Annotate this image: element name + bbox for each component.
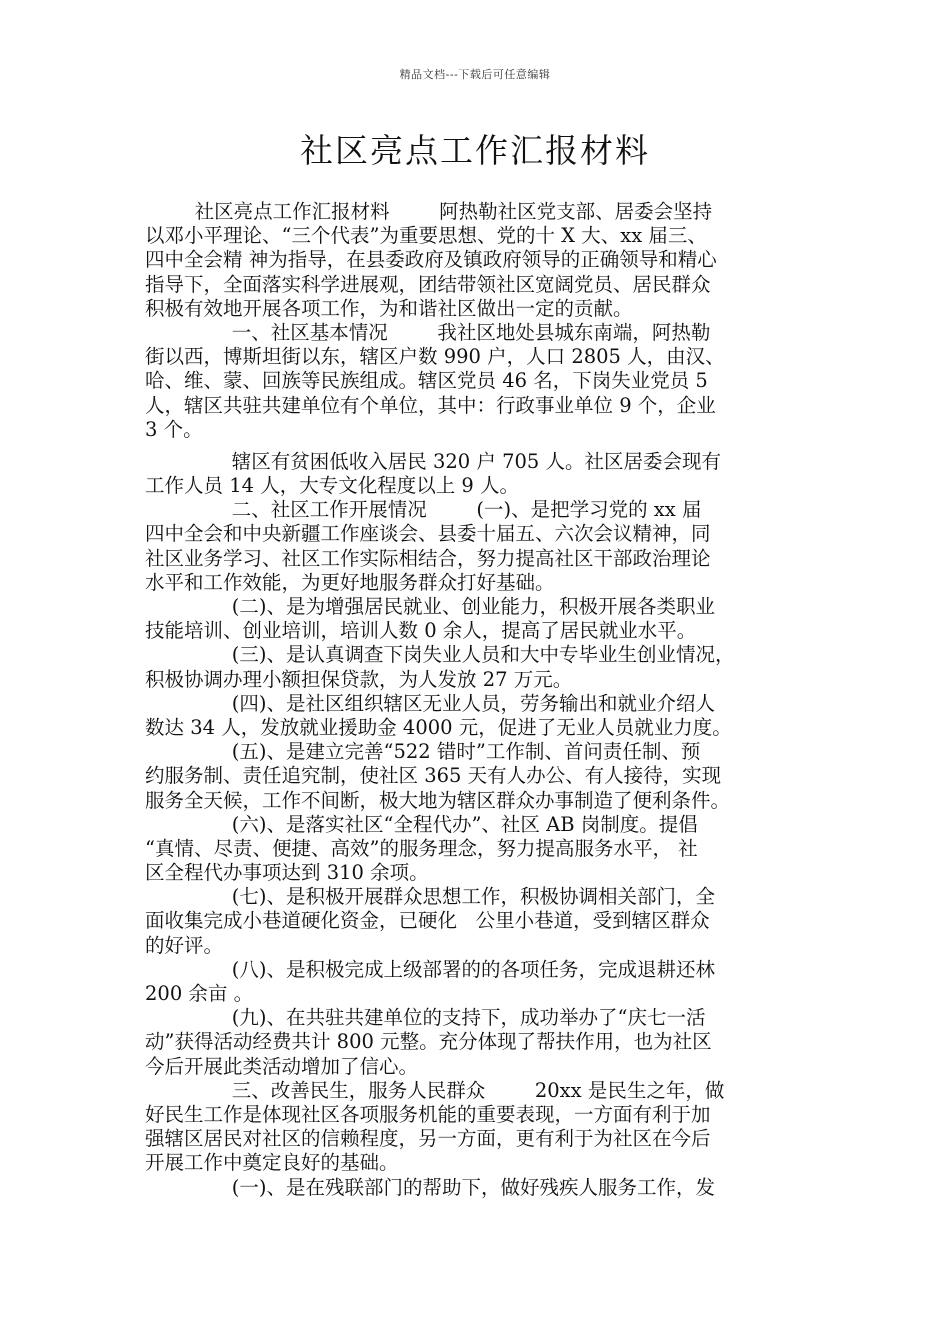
text-line: 数达 34 人，发放就业援助金 4000 元，促进了无业人员就业力度。 [145,715,732,739]
text-line: (三)、是认真调查下岗失业人员和大中专毕业生创业情况， [145,643,735,667]
text-line: 人，辖区共驻共建单位有个单位，其中：行政事业单位 9 个，企业 [145,393,716,417]
text-line: 开展工作中奠定良好的基础。 [145,1151,399,1175]
text-line: 积极协调办理小额担保贷款，为人发放 27 万元。 [145,667,573,691]
document-body [145,200,810,1200]
text-line: 3 个。 [145,417,203,441]
text-line: 200 余亩 。 [145,982,254,1005]
text-line: 辖区有贫困低收入居民 320 户 705 人。社区居委会现有 [145,449,722,473]
text-line: 今后开展此类活动增加了信心。 [145,1054,419,1078]
text-line: (六)、是落实社区“全程代办”、社区 AB 岗制度。提倡 [145,812,698,836]
text-line: “真情、尽责、便捷、高效”的服务理念，努力提高服务水平， 社 [145,836,698,860]
text-line: 哈、维、蒙、回族等民族组成。辖区党员 46 名，下岗失业党员 5 [145,369,708,393]
text-line: (五)、是建立完善“522 错时”工作制、首问责任制、预 [145,740,701,764]
text-line: 以邓小平理论、“三个代表”为重要思想、党的十 X 大、xx 届三、 [145,224,707,248]
text-line: 社区亮点工作汇报材料 阿热勒社区党支部、居委会坚持 [145,200,713,223]
text-line: 强辖区居民对社区的信赖程度，另一方面，更有利于为社区在今后 [145,1127,711,1151]
text-line: 区全程代办事项达到 310 余项。 [145,861,429,885]
text-line: 工作人员 14 人，大专文化程度以上 9 人。 [145,474,520,498]
text-line: 面收集完成小巷道硬化资金，已硬化 公里小巷道，受到辖区群众 [145,909,710,933]
text-line: 指导下，全面落实科学进展观，团结带领社区宽阔党员、居民群众 [145,272,711,296]
text-line: 技能培训、创业培训，培训人数 0 余人，提高了居民就业水平。 [145,619,697,643]
text-line: (八)、是积极完成上级部署的的各项任务，完成退耕还林 [145,957,715,981]
text-line: 的好评。 [145,933,224,957]
paragraph-gap [145,442,810,450]
text-line: 四中全会和中央新疆工作座谈会、县委十届五、六次会议精神，同 [145,522,711,546]
text-line: (四)、是社区组织辖区无业人员，劳务输出和就业介绍人 [145,691,715,715]
text-line: 约服务制、责任追究制，使社区 365 天有人办公、有人接待，实现 [145,764,722,788]
text-line: 街以西，博斯坦街以东，辖区户数 990 户，人口 2805 人，由汉、 [145,345,725,369]
text-line: 一、社区基本情况 我社区地处县城东南端，阿热勒 [145,320,711,344]
text-line: 好民生工作是体现社区各项服务机能的重要表现，一方面有利于加 [145,1102,711,1126]
text-line: 水平和工作效能，为更好地服务群众打好基础。 [145,570,555,594]
text-line: (七)、是积极开展群众思想工作，积极协调相关部门，全 [145,885,715,909]
text-line: 四中全会精 神为指导，在县委政府及镇政府领导的正确领导和精心 [145,248,717,272]
text-line: 二、社区工作开展情况 (一)、是把学习党的 xx 届 [145,498,702,522]
header-note: 精品文档---下载后可任意编辑 [399,68,551,81]
document-title: 社区亮点工作汇报材料 [300,131,650,170]
text-line: 社区业务学习、社区工作实际相结合，努力提高社区干部政治理论 [145,546,711,570]
text-line: (一)、是在残联部门的帮助下，做好残疾人服务工作，发 [145,1175,715,1199]
text-line: (二)、是为增强居民就业、创业能力，积极开展各类职业 [145,595,715,618]
text-line: 三、改善民生，服务人民群众 20xx 是民生之年，做 [145,1078,725,1102]
text-line: (九)、在共驻共建单位的支持下，成功举办了“庆七一活 [145,1006,706,1030]
text-line: 服务全天候，工作不间断，极大地为辖区群众办事制造了便利条件。 [145,788,731,812]
text-line: 动”获得活动经费共计 800 元整。充分体现了帮扶作用，也为社区 [145,1030,712,1054]
text-line: 积极有效地开展各项工作，为和谐社区做出一定的贡献。 [145,296,633,320]
